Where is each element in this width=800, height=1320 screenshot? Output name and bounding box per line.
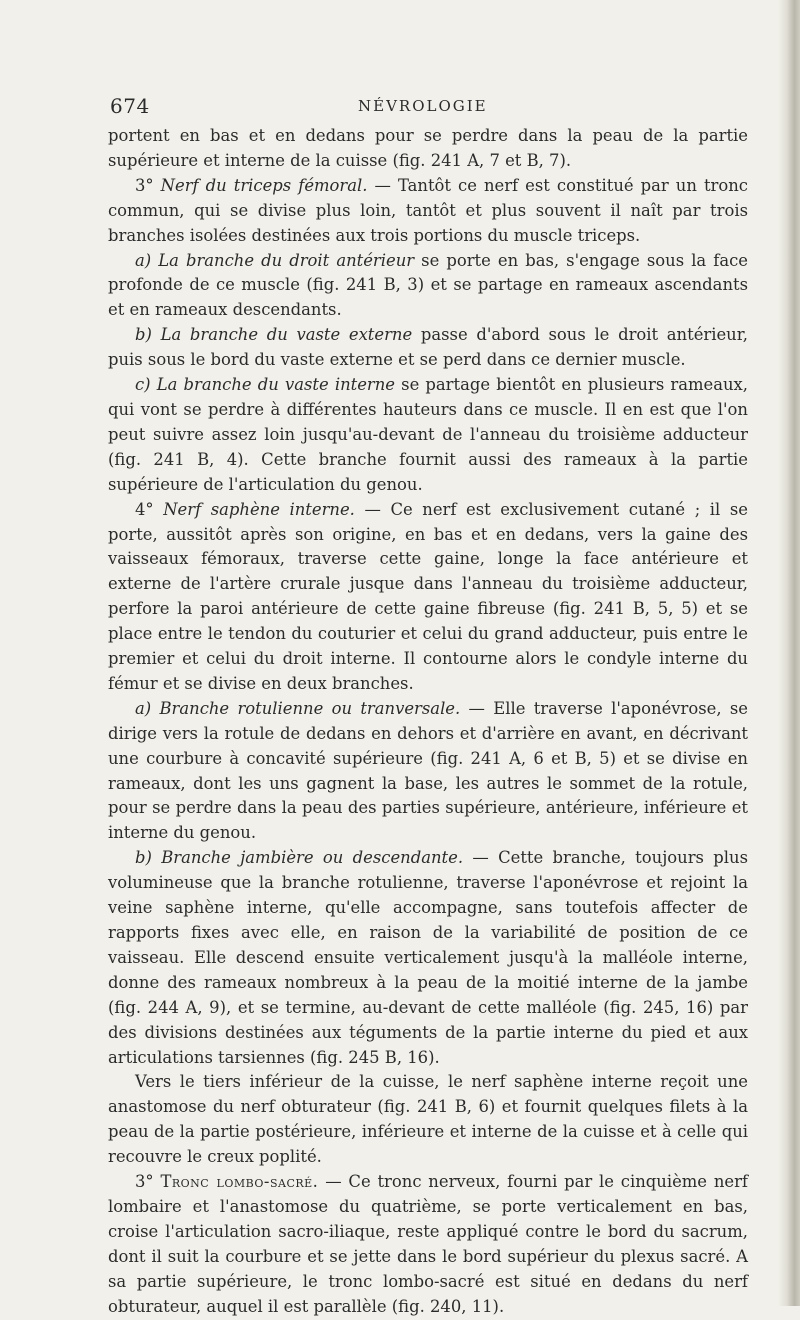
section-heading: Nerf du triceps fémoral.: [160, 175, 368, 195]
paragraph: a) La branche du droit antérieur se porte en bas, s'engage sous la face profonde de ce muscle (fig. 241 B, 3) et se partage en rameaux ascendants et en rameaux descendants.: [108, 250, 748, 320]
running-title: NÉVROLOGIE: [358, 97, 488, 115]
paragraph: a) Branche rotulienne ou tranversale. — Elle traverse l'aponévrose, se dirige vers la rotule de dedans en dehors et d'arrière en avant, en décrivant une courbure à concavité supérieure (fig. 241 A, 6 et B, 5) et se divise en rameaux, dont les uns gagnent la base, les autres le sommet de la rotule, pour se perdre dans la peau des parties supérieure, antérieure, inférieure et interne du genou.: [108, 698, 748, 843]
body-text: [108, 124, 748, 1320]
section-heading: Tronc lombo-sacré.: [160, 1172, 319, 1192]
section-heading: b) La branche du vaste externe: [135, 325, 413, 345]
paragraph: b) Branche jambière ou descendante. — Cette branche, toujours plus volumineuse que la branche rotulienne, traverse l'aponévrose et rejoint la veine saphène interne, qu'elle accompagne, sans toutefois affecter de rapports fixes avec elle, en raison de la variabilité de position de ce vaisseau. Elle descend ensuite verticalement jusqu'à la malléole interne, donne des rameaux nombreux à la peau de la moitié interne de la jambe (fig. 244 A, 9), et se termine, au-devant de cette malléole (fig. 245, 16) par des divisions destinées aux téguments de la partie interne du pied et aux articulations tarsiennes (fig. 245 B, 16).: [108, 848, 748, 1067]
page-edge: [778, 0, 800, 1306]
paragraph: 4° Nerf saphène interne. — Ce nerf est exclusivement cutané ; il se porte, aussitôt après son origine, en bas et en dedans, vers la gaine des vaisseaux fémoraux, traverse cette gaine, longe la face antérieure et externe de l'artère crurale jusque dans l'anneau du troisième adducteur, perfore la paroi antérieure de cette gaine fibreuse (fig. 241 B, 5, 5) et se place entre le tendon du couturier et celui du grand adducteur, puis entre le premier et celui du droit interne. Il contourne alors le condyle interne du fémur et se divise en deux branches.: [108, 499, 748, 693]
page-number: 674: [110, 94, 150, 118]
paragraph: c) La branche du vaste interne se partage bientôt en plusieurs rameaux, qui vont se perdre à différentes hauteurs dans ce muscle. Il en est que l'on peut suivre assez loin jusqu'au-devant de l'anneau du troisième adducteur (fig. 241 B, 4). Cette branche fournit aussi des rameaux à la partie supérieure de l'articulation du genou.: [108, 375, 749, 494]
book-page: [108, 94, 748, 1320]
paragraph: Vers le tiers inférieur de la cuisse, le nerf saphène interne reçoit une anastomose du nerf obturateur (fig. 241 B, 6) et fournit quelques filets à la peau de la partie postérieure, inférieure et interne de la cuisse et à celle qui recouvre le creux poplité.: [108, 1072, 748, 1167]
paragraph: 3° Tronc lombo-sacré. — Ce tronc nerveux, fourni par le cinquième nerf lombaire et l'anastomose du quatrième, se porte verticalement en bas, croise l'articulation sacro-iliaque, reste appliqué contre le bord du sacrum, dont il suit la courbure et se jette dans le bord supérieur du plexus sacré. A sa partie supérieure, le tronc lombo-sacré est situé en dedans du nerf obturateur, auquel il est parallèle (fig. 240, 11).: [108, 1172, 748, 1316]
paragraph: portent en bas et en dedans pour se perdre dans la peau de la partie supérieure et interne de la cuisse (fig. 241 A, 7 et B, 7).: [108, 126, 748, 170]
section-heading: b) Branche jambière ou descendante.: [135, 848, 464, 868]
paragraph: 3° Nerf du triceps fémoral. — Tantôt ce nerf est constitué par un tronc commun, qui se divise plus loin, tantôt et plus souvent il naît par trois branches isolées destinées aux trois portions du muscle triceps.: [108, 175, 748, 245]
section-heading: c) La branche du vaste interne: [135, 375, 396, 395]
section-heading: a) La branche du droit antérieur: [135, 250, 415, 270]
paragraph: b) La branche du vaste externe passe d'abord sous le droit antérieur, puis sous le bord du vaste externe et se perd dans ce dernier muscle.: [108, 325, 748, 370]
section-heading: a) Branche rotulienne ou tranversale.: [135, 698, 461, 718]
page-header: [108, 94, 748, 124]
section-heading: Nerf saphène interne.: [163, 499, 355, 519]
